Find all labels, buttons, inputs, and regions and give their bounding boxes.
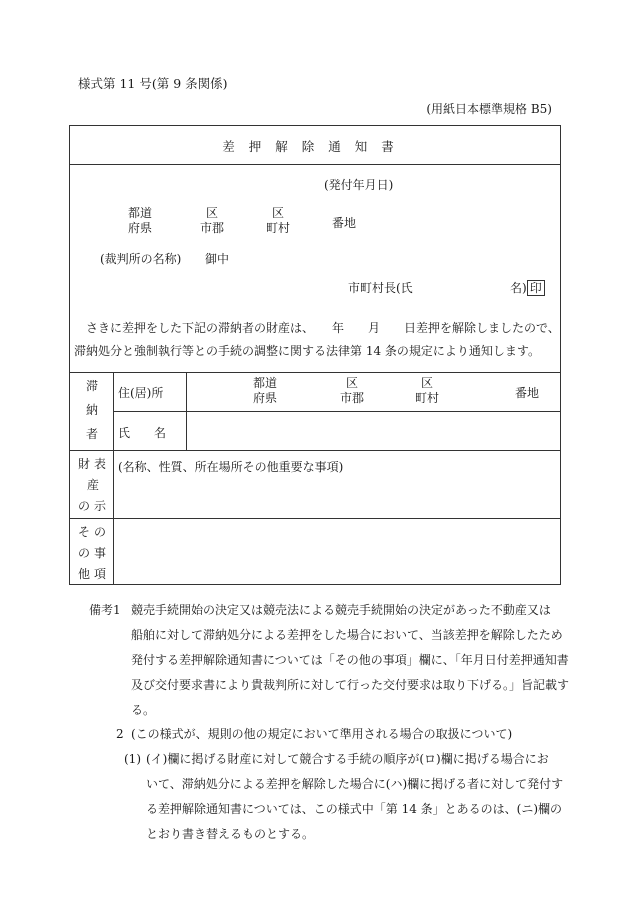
note-1-body: 競売手続開始の決定又は競売法による競売手続開始の決定があった不動産又は 船舶に対して滞納処分による差押をした場合において、当該差押を解除したため 発付する差押解除通知書については「その他の事項」欄に、「年月日付差押通知書 及び交付要求書により貴裁判所に対して行った交付要求は取り下げる。」旨記載す る。: [131, 603, 570, 717]
taino-divider: [70, 450, 560, 451]
property-divider: [70, 518, 560, 519]
field-column-divider: [186, 372, 187, 450]
row-todofuken: 都道 府県: [253, 376, 278, 405]
form-title: 差押解除通知書: [222, 139, 408, 154]
row-banchi: 番地: [515, 386, 540, 400]
address-divider: [114, 411, 560, 412]
address-banchi: 番地: [332, 216, 357, 230]
name-row-label: 氏 名: [118, 426, 167, 440]
seal-mark: 印: [527, 280, 545, 296]
taino-sha-label: 滞 納 者: [85, 379, 98, 441]
court-name: (裁判所の名称): [100, 252, 182, 266]
property-label: 財表 産 の示: [78, 457, 111, 513]
address-ku-chouson: 区 町村: [266, 206, 291, 235]
note-2-label: 2: [116, 727, 124, 741]
note-2-1-label: (1): [124, 752, 141, 766]
other-matters-label: その の事 他項: [78, 525, 111, 581]
paper-size: (用紙日本標準規格 B5): [426, 102, 552, 116]
row-ku-chouson: 区 町村: [415, 376, 440, 405]
property-hint: (名称、性質、所在場所その他重要な事項): [118, 460, 344, 474]
note-1-label: 備考1: [89, 603, 121, 617]
mayor-name-suffix: 名) 印: [510, 279, 545, 296]
form-number: 様式第 11 号(第 9 条関係): [78, 76, 228, 91]
address-todofuken: 都道 府県: [128, 206, 153, 235]
address-ku-shigun: 区 市郡: [200, 206, 225, 235]
title-divider: [70, 164, 560, 165]
onchu: 御中: [205, 252, 230, 266]
body-line-1: さきに差押をした下記の滞納者の財産は、 年 月 日差押を解除しましたので、: [86, 321, 560, 335]
notice-form: [69, 125, 561, 585]
mayor-label: 市町村長(氏: [348, 281, 413, 295]
note-2-text: (この様式が、規則の他の規定において準用される場合の取扱について): [131, 727, 513, 741]
note-2-1-body: (イ)欄に掲げる財産に対して競合する手続の順序が(ロ)欄に掲げる場合にお いて、滞納処分による差押を解除した場合に(ハ)欄に掲げる者に対して発付す る差押解除通知書については、この様式中「第 14 条」とあるのは、(ニ)欄の とおり書き替えるものとする。: [146, 752, 564, 841]
row-ku-shigun: 区 市郡: [340, 376, 365, 405]
issue-date: (発付年月日): [324, 178, 394, 192]
label-column-divider: [113, 372, 114, 585]
body-line-2: 滞納処分と強制執行等との手続の調整に関する法律第 14 条の規定により通知します。: [74, 344, 540, 358]
body-divider: [70, 372, 560, 373]
address-row-label: 住(居)所: [118, 386, 164, 400]
